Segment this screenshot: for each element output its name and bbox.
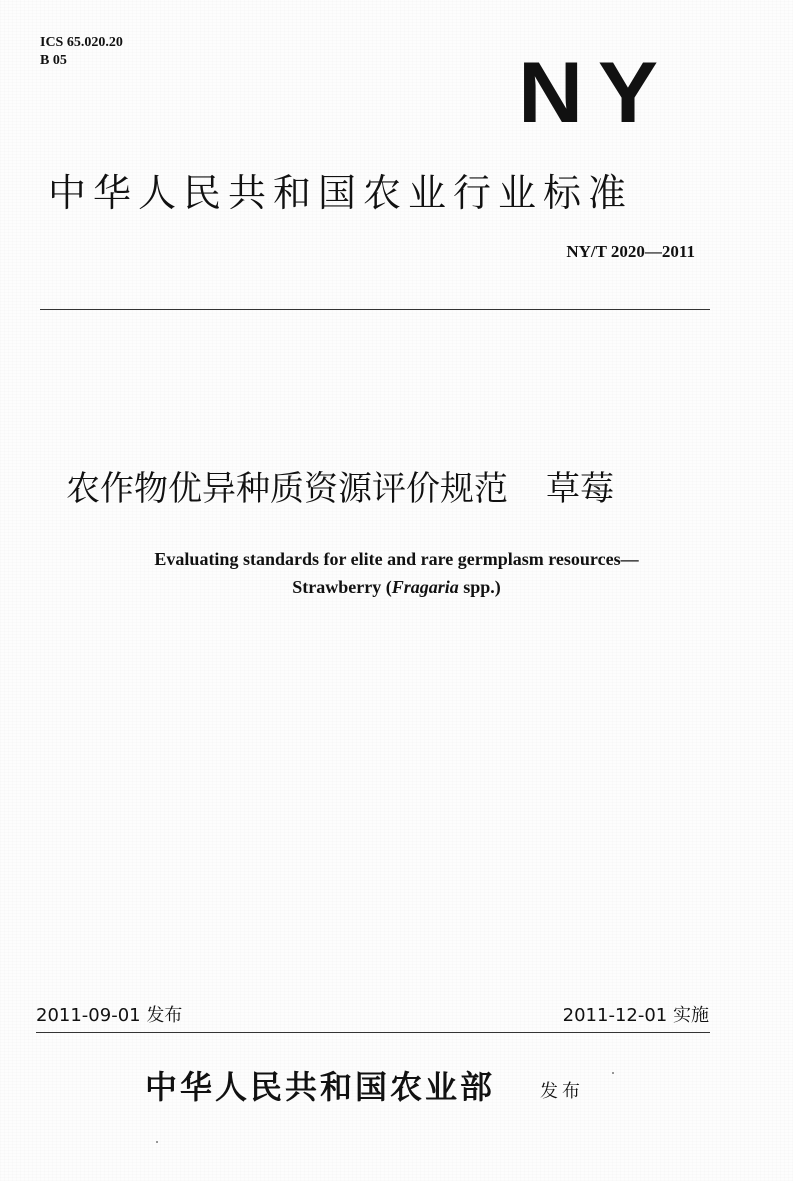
scan-speck xyxy=(156,1141,158,1143)
publisher-name: 中华人民共和国农业部 xyxy=(145,1068,496,1106)
ics-code: ICS 65.020.20 xyxy=(40,35,123,50)
english-title-genus: Fragaria xyxy=(391,577,459,597)
standard-type-title: 中华人民共和国农业行业标准 xyxy=(48,171,634,215)
chinese-title-main: 农作物优异种质资源评价规范 xyxy=(66,469,508,509)
chinese-title-crop: 草莓 xyxy=(546,469,614,509)
english-title-prefix: Strawberry ( xyxy=(292,577,392,597)
standard-number: NY/T 2020—2011 xyxy=(566,242,695,261)
ccs-code: B 05 xyxy=(40,53,67,68)
english-title-line1: Evaluating standards for elite and rare germplasm resources— xyxy=(154,549,639,569)
chinese-title xyxy=(66,466,614,512)
implementation-date: 2011-12-01 实施 xyxy=(562,1005,709,1026)
bottom-divider xyxy=(36,1032,710,1033)
english-title-suffix: spp.) xyxy=(458,577,501,597)
issue-date: 2011-09-01 发布 xyxy=(36,1005,183,1026)
publish-label: 发布 xyxy=(540,1081,584,1102)
top-divider xyxy=(40,309,710,310)
english-title-line2 xyxy=(0,575,793,599)
ny-logo: NY xyxy=(518,45,673,141)
scan-speck xyxy=(612,1072,614,1074)
